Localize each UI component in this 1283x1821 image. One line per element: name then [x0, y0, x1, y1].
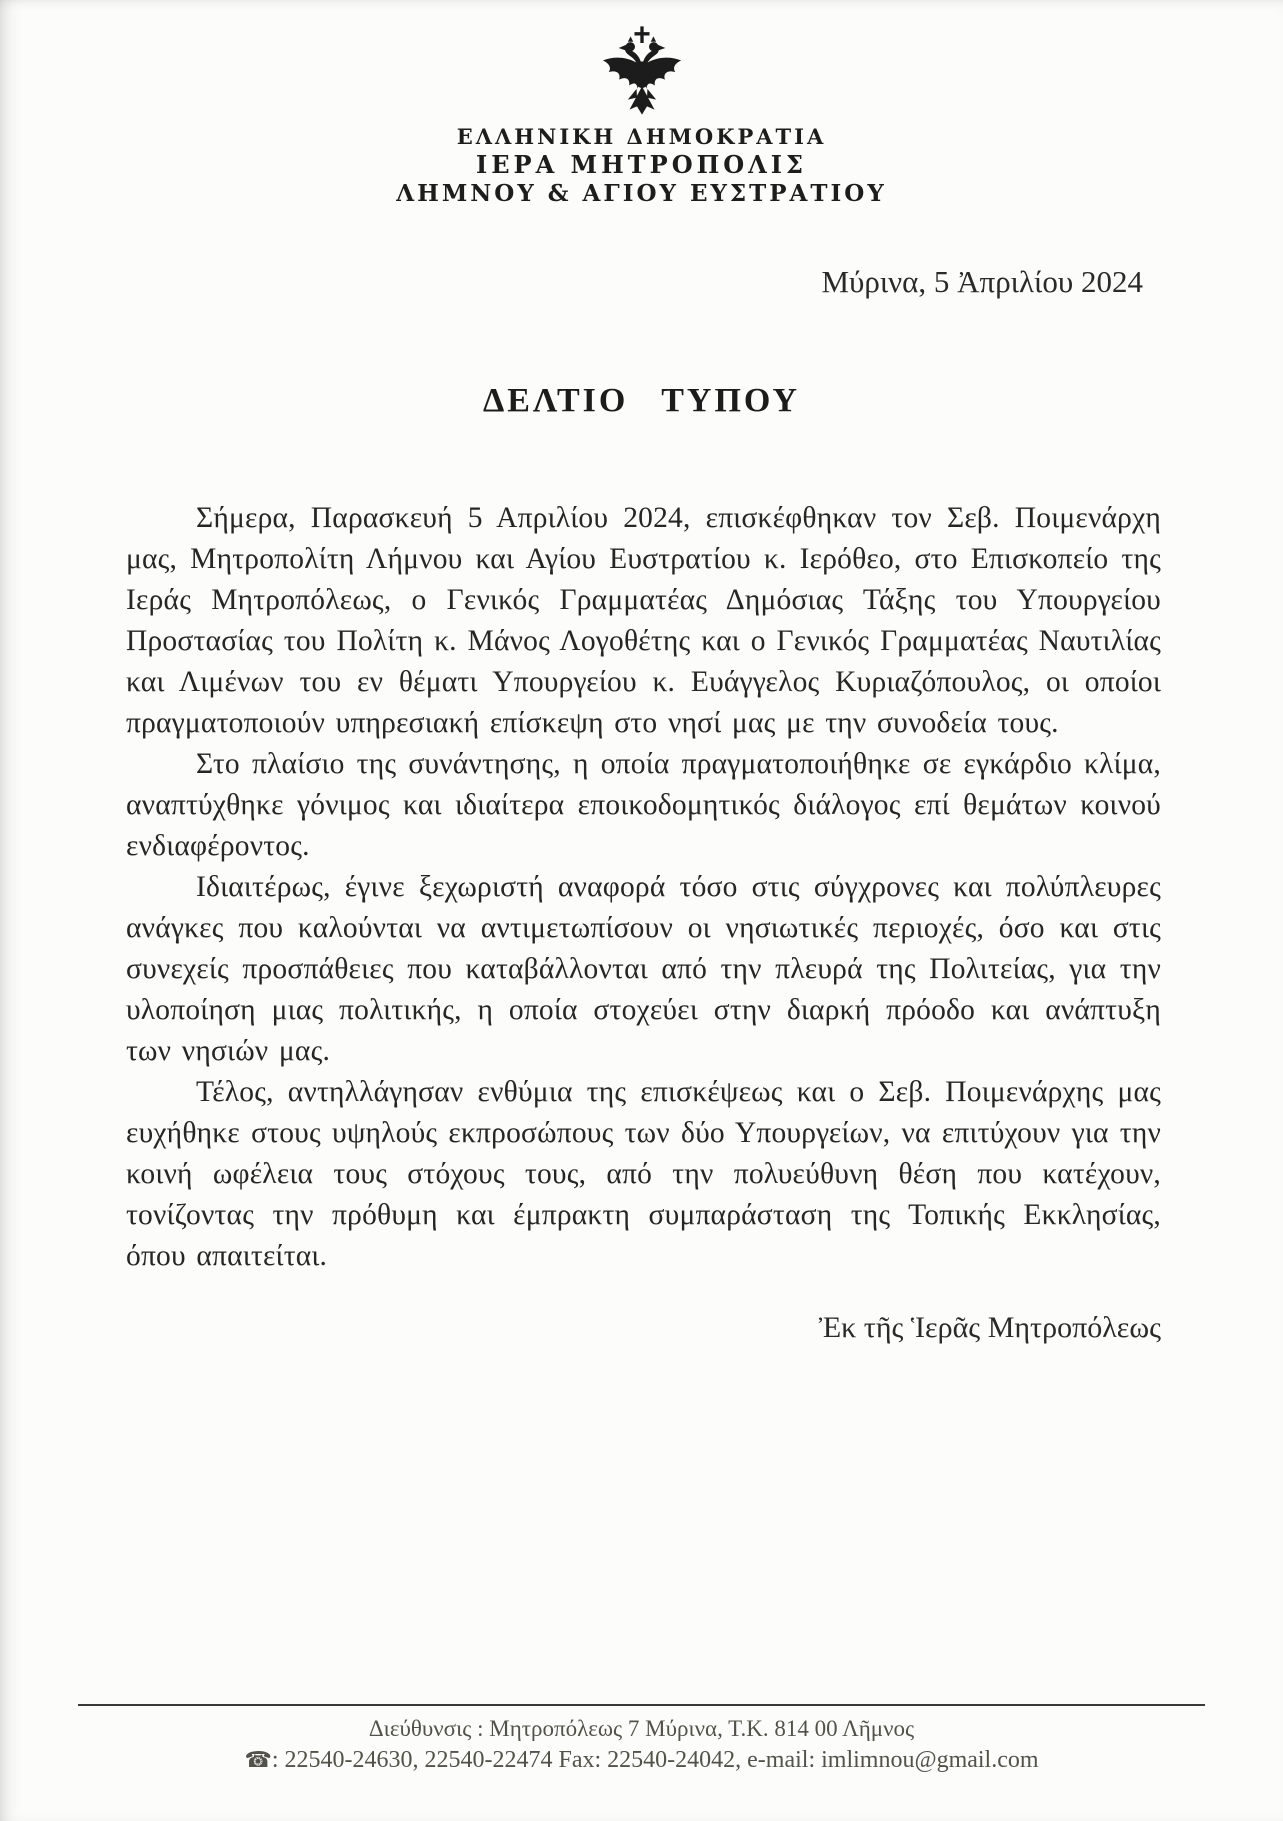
- footer-address: Διεύθυνσις : Μητροπόλεως 7 Μύρινα, Τ.Κ. 814 00 Λῆμνος: [368, 1716, 915, 1741]
- letterhead-metropolis-line: ΙΕΡΑ ΜΗΤΡΟΠΟΛΙΣ: [476, 150, 807, 179]
- byzantine-double-headed-eagle-icon: [592, 26, 692, 120]
- letterhead-diocese-line: ΛΗΜΝΟΥ & ΑΓΙΟΥ ΕΥΣΤΡΑΤΙΟΥ: [396, 180, 887, 207]
- letterhead: [0, 0, 1283, 208]
- press-paragraph-2: Στο πλαίσιο της συνάντησης, η οποία πραγματοποιήθηκε σε εγκάρδιο κλίμα, αναπτύχθηκε γόνιμος και ιδιαίτερα εποικοδομητικός διάλογος επί θεμάτων κοινού ενδιαφέροντος.: [126, 748, 1161, 862]
- footer-contacts-line: [0, 1744, 1283, 1777]
- page-footer: [0, 1704, 1283, 1777]
- press-paragraph-1: Σήμερα, Παρασκευή 5 Απριλίου 2024, επισκέφθηκαν τον Σεβ. Ποιμενάρχη μας, Μητροπολίτη Λήμνου και Αγίου Ευστρατίου κ. Ιερόθεο, στο Επισκοπείο της Ιεράς Μητροπόλεως, ο Γενικός Γραμματέας Δημόσιας Τάξης του Υπουργείου Προστασίας του Πολίτη κ. Μάνος Λογοθέτης και ο Γενικός Γραμματέας Ναυτιλίας και Λιμένων του εν θέματι Υπουργείου κ. Ευάγγελος Κυριαζόπουλος, οι οποίοι πραγματοποιούν υπηρεσιακή επίσκεψη στο νησί μας με την συνοδεία τους.: [126, 502, 1161, 739]
- press-paragraph-4: Τέλος, αντηλλάγησαν ενθύμια της επισκέψεως και ο Σεβ. Ποιμενάρχης μας ευχήθηκε στους υψηλούς εκπροσώπους των δύο Υπουργείων, να επιτύχουν για την κοινή ωφέλεια τους στόχους τους, από την πολυεύθυνη θέση που κατέχουν, τονίζοντας την πρόθυμη και έμπρακτη συμπαράσταση της Τοπικής Εκκλησίας, όπου απαιτείται.: [126, 1076, 1161, 1272]
- footer-contacts-text: : 22540-24630, 22540-22474 Fax: 22540-24042, e-mail: imlimnou@gmail.com: [271, 1747, 1039, 1773]
- letterhead-republic-line: ΕΛΛΗΝΙΚΗ ΔΗΜΟΚΡΑΤΙΑ: [456, 124, 827, 149]
- press-release-body: [126, 498, 1161, 1277]
- dateline: Μύρινα, 5 Ἀπριλίου 2024: [821, 264, 1143, 299]
- press-release-title: ΔΕΛΤΙΟ ΤΥΠΟΥ: [482, 382, 801, 419]
- press-paragraph-3: Ιδιαιτέρως, έγινε ξεχωριστή αναφορά τόσο στις σύγχρονες και πολύπλευρες ανάγκες που καλούνται να αντιμετωπίσουν οι νησιωτικές περιοχές, όσο και στις συνεχείς προσπάθειες που καταβάλλονται από την πλευρά της Πολιτείας, για την υλοποίηση μιας πολιτικής, η οποία στοχεύει στην διαρκή πρόοδο και ανάπτυξη των νησιών μας.: [126, 871, 1161, 1067]
- footer-divider: [78, 1704, 1205, 1706]
- telephone-icon: ☎: [244, 1748, 272, 1773]
- closing-signature: Ἐκ τῆς Ἱερᾶς Μητροπόλεως: [818, 1311, 1161, 1344]
